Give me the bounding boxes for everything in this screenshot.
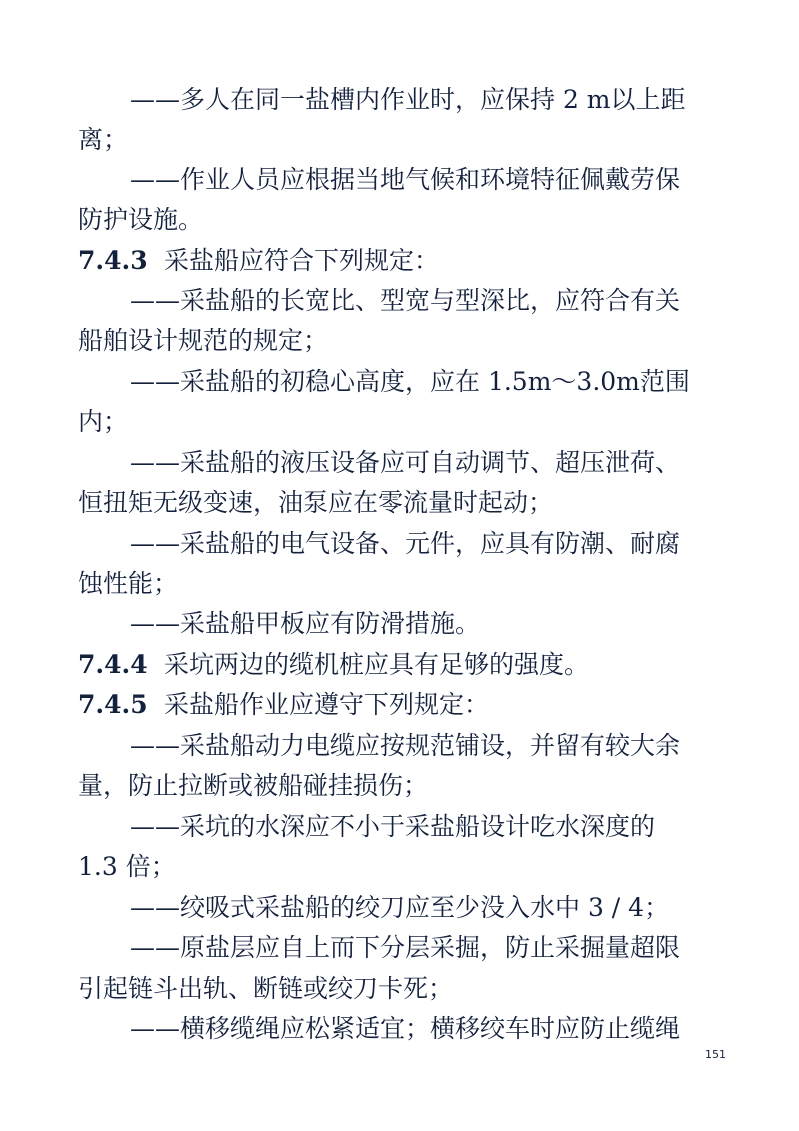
section-title: 采盐船应符合下列规定： [164,246,440,275]
text-line: 船舶设计规范的规定； [78,326,329,355]
page-number: 151 [705,1048,726,1061]
text-line: ——采盐船的液压设备应可自动调节、超压泄荷、 [130,448,681,477]
text-line: 恒扭矩无级变速，油泵应在零流量时起动； [78,488,554,517]
text-line: ——作业人员应根据当地气候和环境特征佩戴劳保 [130,165,681,194]
text-line: ——绞吸式采盐船的绞刀应至少没入水中 3 / 4； [130,893,670,922]
text-line: ——原盐层应自上而下分层采掘，防止采掘量超限 [130,933,681,962]
text-line: ——采盐船甲板应有防滑措施。 [130,609,481,638]
text-line: 离； [78,125,129,154]
section-heading-7-4-4 [78,645,726,685]
text-line: 蚀性能； [78,569,179,598]
section-title: 采坑两边的缆机桩应具有足够的强度。 [164,650,590,679]
section-number: 7.4.4 [78,650,148,679]
text-line: ——采坑的水深应不小于采盐船设计吃水深度的 [130,812,656,841]
section-heading-7-4-5 [78,685,726,725]
section-number: 7.4.5 [78,690,148,719]
text-line: 量，防止拉断或被船碰挂损伤； [78,771,429,800]
text-line: ——采盐船动力电缆应按规范铺设，并留有较大余 [130,731,681,760]
section-title: 采盐船作业应遵守下列规定： [164,690,490,719]
text-line: ——采盐船的初稳心高度，应在 1.5m～3.0m范围 [130,367,690,396]
section-heading-7-4-3 [78,241,726,281]
text-line: ——采盐船的电气设备、元件，应具有防潮、耐腐 [130,529,681,558]
text-line: 引起链斗出轨、断链或绞刀卡死； [78,974,454,1003]
text-line: 防护设施。 [78,205,204,234]
text-line: ——横移缆绳应松紧适宜；横移绞车时应防止缆绳 [130,1014,681,1043]
text-line: ——多人在同一盐槽内作业时，应保持 2 m以上距 [130,85,686,114]
section-number: 7.4.3 [78,246,148,275]
text-line: 1.3 倍； [78,852,176,881]
text-line: 内； [78,407,129,436]
text-line: ——采盐船的长宽比、型宽与型深比，应符合有关 [130,286,681,315]
